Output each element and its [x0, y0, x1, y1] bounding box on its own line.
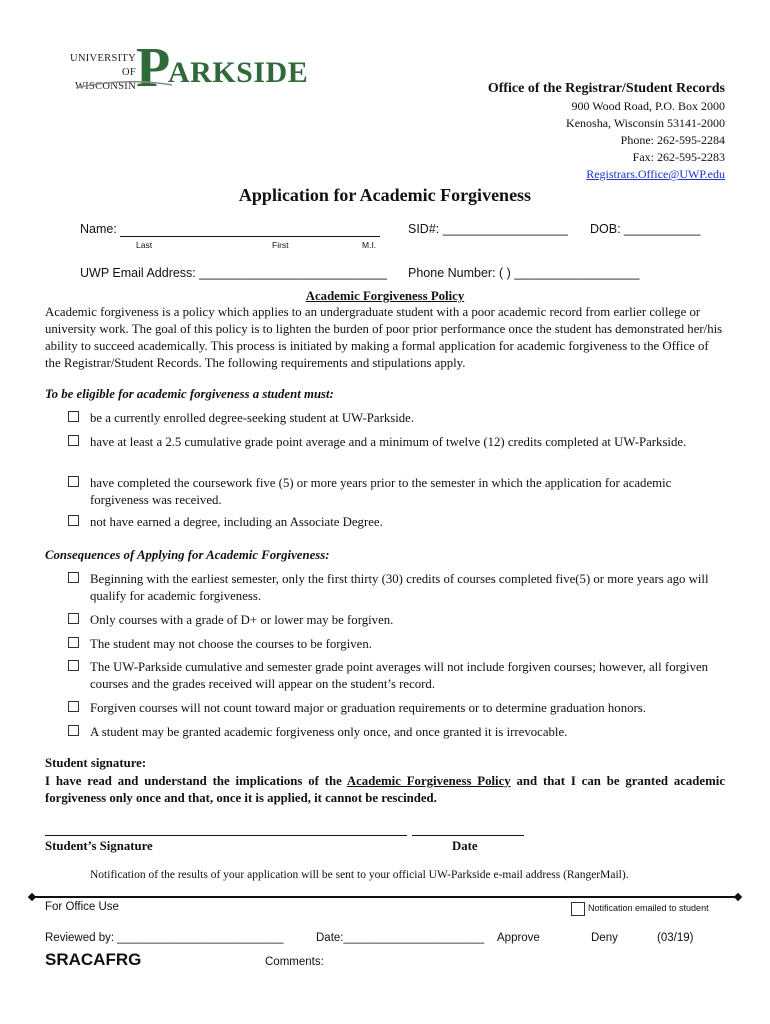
notification-checkbox[interactable]	[571, 902, 585, 916]
consequence-checkbox-6[interactable]	[68, 725, 79, 736]
signature-label: Student’s Signature	[45, 839, 153, 853]
form-code: SRACAFRG	[45, 950, 142, 969]
divider-left-end	[28, 893, 36, 901]
sid-field[interactable]: SID#: __________________	[408, 222, 568, 236]
date-label: Date	[452, 839, 478, 853]
form-version: (03/19)	[657, 932, 694, 944]
eligibility-checkbox-1[interactable]	[68, 411, 79, 422]
consequence-item-5: Forgiven courses will not count toward major or graduation requirements or to determine graduation honors.	[90, 701, 646, 715]
email-field[interactable]: UWP Email Address: ___________________________	[80, 266, 387, 280]
university-logo	[56, 37, 309, 99]
office-title: Office of the Registrar/Student Records	[487, 81, 725, 96]
logo-swoosh-icon	[74, 79, 174, 91]
name-sub-first: First	[272, 240, 289, 250]
deny-option[interactable]: Deny	[591, 932, 618, 944]
policy-heading: Academic Forgiveness Policy	[305, 289, 465, 303]
eligibility-checkbox-4[interactable]	[68, 515, 79, 526]
consequence-item-3: The student may not choose the courses to be forgiven.	[90, 637, 372, 651]
office-address2: Kenosha, Wisconsin 53141-2000	[566, 116, 725, 130]
policy-body: Academic forgiveness is a policy which applies to an undergraduate student with a poor academic record from earlier college or university work. The goal of this policy is to lighten the burden of poor prior performance once the student has demonstrated her/his ability to succeed academically. This process is initiated by making a formal application for academic forgiveness to the Office of the Registrar/Student Records. The following requirements and stipulations apply.	[45, 305, 723, 370]
office-date-field[interactable]: Date:______________________	[316, 932, 485, 944]
eligibility-checkbox-2[interactable]	[68, 435, 79, 446]
consequence-checkbox-2[interactable]	[68, 613, 79, 624]
approve-option[interactable]: Approve	[497, 932, 540, 944]
name-label: Name:	[80, 222, 117, 236]
notification-text: Notification of the results of your application will be sent to your official UW-Parkside e-mail address (RangerMail).	[90, 869, 629, 881]
phone-field[interactable]: Phone Number: ( ) __________________	[408, 266, 640, 280]
eligibility-item-2: have at least a 2.5 cumulative grade point average and a minimum of twelve (12) credits completed at UW-Parkside.	[90, 435, 687, 449]
logo-p: P	[136, 37, 171, 99]
consequence-checkbox-4[interactable]	[68, 660, 79, 671]
signature-statement: I have read and understand the implications of the Academic Forgiveness Policy and that I can be granted academic forgiveness only once and that, once it is applied, it cannot be rescinded.	[45, 774, 726, 805]
signature-line[interactable]	[45, 834, 407, 836]
consequences-heading: Consequences of Applying for Academic Forgiveness:	[45, 548, 330, 562]
eligibility-item-4: not have earned a degree, including an Associate Degree.	[90, 515, 383, 529]
consequence-checkbox-3[interactable]	[68, 637, 79, 648]
consequence-item-6: A student may be granted academic forgiveness only once, and once granted it is irrevocable.	[90, 725, 568, 739]
name-sub-last: Last	[136, 240, 153, 250]
logo-university-text: UNIVERSITY OF WISCONSIN	[70, 53, 136, 92]
signature-heading: Student signature:	[45, 756, 147, 770]
eligibility-item-1: be a currently enrolled degree-seeking student at UW-Parkside.	[90, 411, 415, 425]
dob-field[interactable]: DOB: ___________	[590, 222, 701, 236]
date-line[interactable]	[412, 834, 524, 836]
office-email-link[interactable]: Registrars.Office@UWP.edu	[586, 167, 725, 181]
consequence-item-1: Beginning with the earliest semester, only the first thirty (30) credits of courses completed five(5) or more years ago will qualify for academic forgiveness.	[90, 572, 709, 603]
consequence-checkbox-5[interactable]	[68, 701, 79, 712]
comments-label: Comments:	[265, 956, 324, 968]
notification-label: Notification emailed to student	[588, 903, 709, 913]
office-phone: Phone: 262-595-2284	[620, 133, 725, 147]
divider-line	[32, 896, 738, 898]
consequence-item-4: The UW-Parkside cumulative and semester grade point averages will not include forgiven courses; however, all forgiven courses and the grades received will appear on the student’s record.	[90, 660, 709, 691]
office-use-label: For Office Use	[45, 901, 119, 913]
office-address1: 900 Wood Road, P.O. Box 2000	[571, 99, 725, 113]
form-title: Application for Academic Forgiveness	[238, 185, 532, 205]
logo-arkside: ARKSIDE	[168, 56, 309, 89]
office-contact	[566, 98, 725, 183]
eligibility-checkbox-3[interactable]	[68, 476, 79, 487]
consequence-item-2: Only courses with a grade of D+ or lower may be forgiven.	[90, 613, 394, 627]
policy-reference: Academic Forgiveness Policy	[346, 774, 511, 788]
reviewed-by-field[interactable]: Reviewed by: __________________________	[45, 932, 284, 944]
name-field[interactable]	[120, 235, 380, 237]
name-sub-mi: M.I.	[362, 240, 377, 250]
office-fax: Fax: 262-595-2283	[632, 150, 725, 164]
eligibility-item-3: have completed the coursework five (5) or more years prior to the semester in which the application for academic forgiveness was received.	[90, 476, 672, 507]
eligibility-heading: To be eligible for academic forgiveness a student must:	[45, 387, 334, 401]
consequence-checkbox-1[interactable]	[68, 572, 79, 583]
divider-right-end	[734, 893, 742, 901]
